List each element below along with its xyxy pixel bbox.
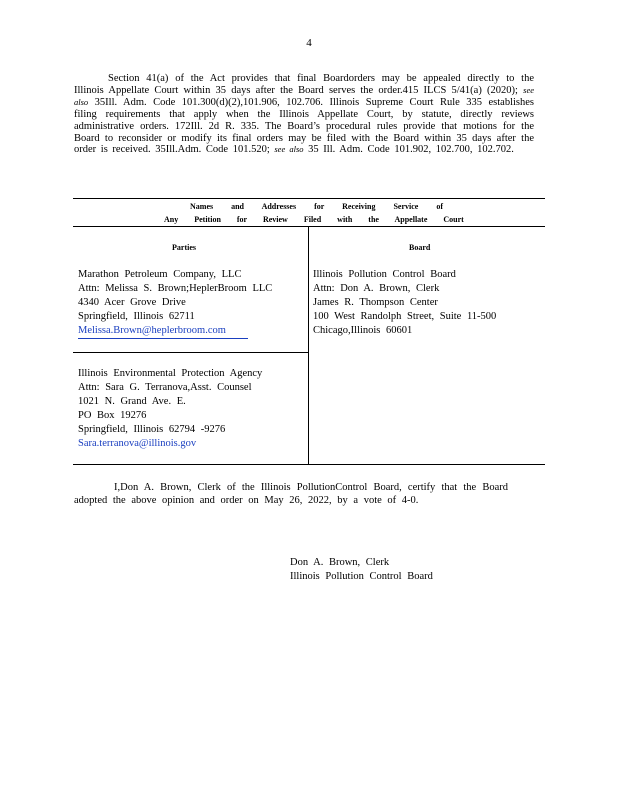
certification-text: I,Don A. Brown, Clerk of the Illinois PollutionControl Board, certify that the Board adopted the above opinion and order on May 26, 2022, by a vote of 4-0. [74, 482, 508, 506]
paragraph-part-3: 35 Ill. Adm. Code 101.902, 102.700, 102.702. [308, 144, 514, 156]
table-title-line-1: Names and Addresses for Receiving Service of [190, 202, 444, 211]
address-line: PO Box 19276 [78, 410, 147, 422]
address-line: James R. Thompson Center [313, 297, 438, 309]
see-also-2: see also [274, 144, 304, 155]
address-line: 100 West Randolph Street, Suite 11-500 [313, 311, 497, 323]
address-line: Chicago,Illinois 60601 [313, 325, 413, 337]
address-line: 1021 N. Grand Ave. E. [78, 396, 186, 408]
signature-block [290, 556, 433, 584]
column-header-parties: Parties [172, 243, 196, 252]
signature-org: Illinois Pollution Control Board [290, 571, 433, 583]
party-divider-rule [73, 352, 308, 353]
board-address [313, 268, 496, 338]
table-column-divider [308, 226, 309, 464]
table-title-line-2: Any Petition for Review Filed with the Appellate Court [164, 215, 464, 224]
address-line: Springfield, Illinois 62711 [78, 311, 195, 323]
address-line: Illinois Environmental Protection Agency [78, 368, 263, 379]
table-top-rule [73, 198, 545, 199]
clerk-certification [74, 481, 508, 507]
email-link-melissa-brown[interactable]: Melissa.Brown@heplerbroom.com [78, 324, 248, 339]
address-line: Marathon Petroleum Company, LLC [78, 269, 242, 280]
page-number: 4 [306, 37, 312, 49]
address-line: Illinois Pollution Control Board [313, 269, 456, 280]
signature-name: Don A. Brown, Clerk [290, 557, 390, 568]
party-marathon-address [78, 268, 272, 339]
table-header-rule [73, 226, 545, 227]
address-line: Springfield, Illinois 62794 -9276 [78, 424, 226, 436]
see-also-1: see also [74, 84, 534, 107]
column-header-board: Board [409, 243, 431, 252]
paragraph-part-1: Section 41(a) of the Act provides that final Boardorders may be appealed directly to the Illinois Appellate Court within 35 days after the Board serves the order.415 ILCS 5/41(a) (2020); [74, 73, 534, 96]
email-link-sara-terranova[interactable]: Sara.terranova@illinois.gov [78, 438, 197, 450]
address-line: Attn: Sara G. Terranova,Asst. Counsel [78, 382, 252, 394]
table-bottom-rule [73, 464, 545, 465]
address-line: Attn: Don A. Brown, Clerk [313, 283, 440, 295]
appeal-rights-paragraph [74, 73, 534, 156]
party-iepa-address [78, 367, 262, 452]
address-line: 4340 Acer Grove Drive [78, 297, 186, 309]
address-line: Attn: Melissa S. Brown;HeplerBroom LLC [78, 283, 273, 295]
paragraph-part-2: 35Ill. Adm. Code 101.300(d)(2),101.906, 102.706. Illinois Supreme Court Rule 335 establishes filing requirements that apply when the Illinois Appellate Court, by statute, directly reviews administrative orders. 172Ill. 2d R. 335. The Board’s procedural rules provide that motions for the Board to reconsider or modify its final orders may be filed with the Board within 35 days after the order is received. 35Ill.Adm. Code 101.520; [74, 96, 535, 156]
